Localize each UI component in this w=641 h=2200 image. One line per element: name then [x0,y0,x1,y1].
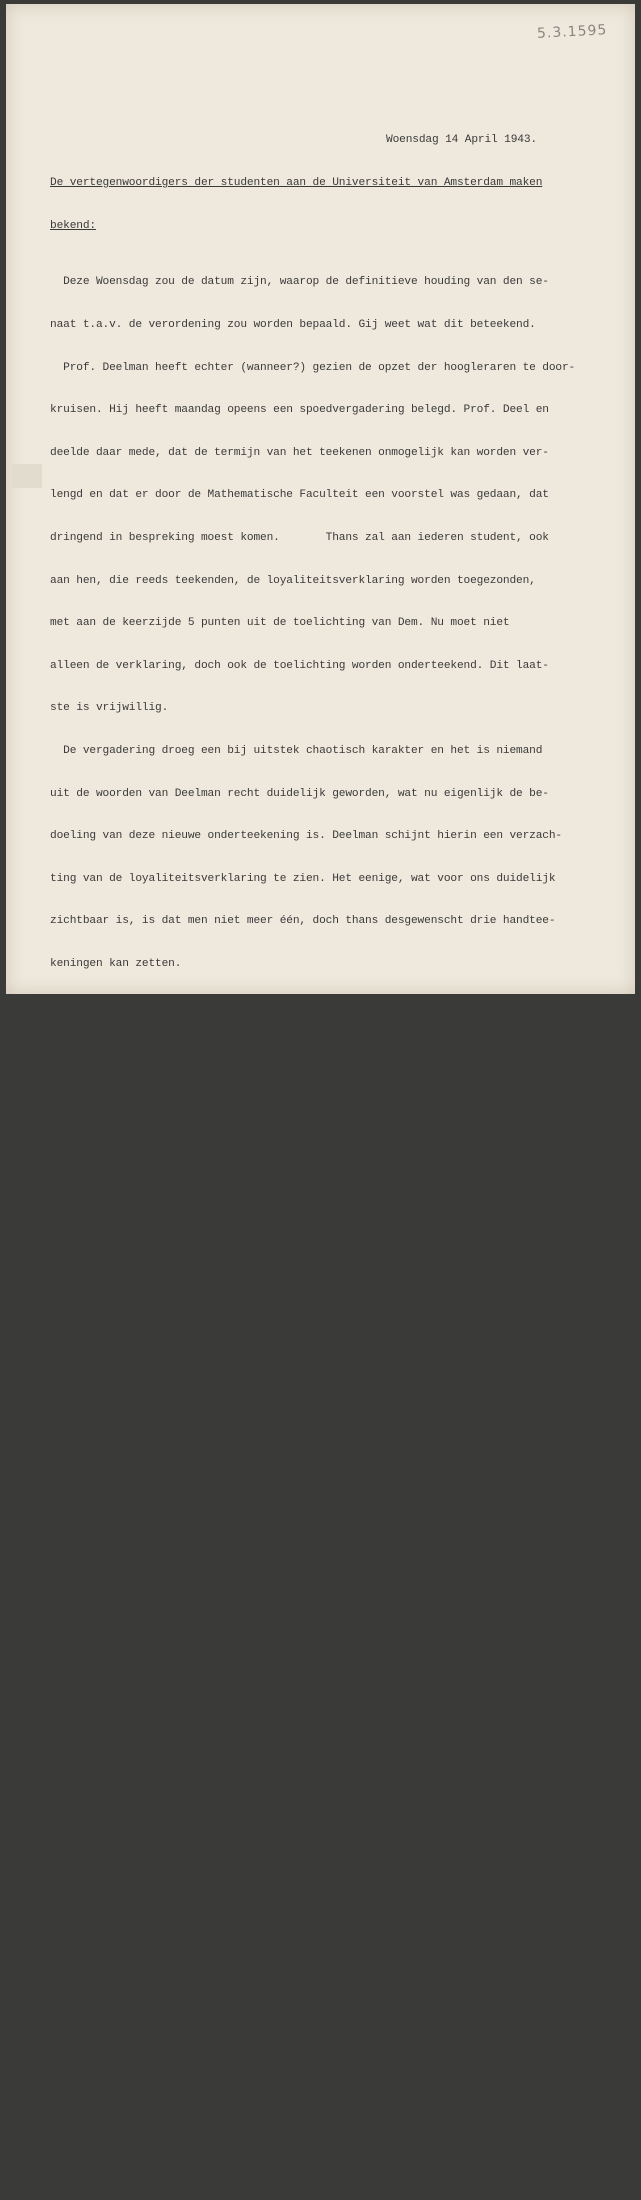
body-line: beginsel weten te verhinderen, dat de meening der groote meerderheid tot haar [50,1298,556,1311]
body-line: recht kwam. [50,1341,123,1354]
body-line: ting van de loyaliteitsverklaring te zien. Het eenige, wat voor ons duidelijk [50,872,556,885]
body-line: Daarom is het van groot belang, dat wij ons volk een voorbeeld geven. Ieder [50,2065,543,2078]
body-line: en dat het volkomen fout is, der studenten een of ander standpunt op te drin- [50,1511,556,1524]
body-line: men ons tot onderteekenen gaan te bewegen. Zij, die teekenden, laten zich [50,1681,530,1694]
body-line: Bovendien moeten uit ons in de toekomst de leidende personen voortkomen. [50,2022,523,2035]
body-line: teerde, dat de heele zaak tot Zaterdag 17 April werd uitgesteld (merkwaardig [50,1128,549,1141]
body-line: Deze meening achten wij geheel juist. Het komt nu op ons zelf aan. De strijd [50,1596,562,1609]
closing-divider: -0-0-0-0-0-0-0-0-0- [300,2158,447,2171]
document-date: Woensdag 14 April 1943. [386,134,537,147]
body-line: Deelman probeert dus, tezamen met van Dam, de studenten alsnog tot de lo- [50,1383,543,1396]
document-page [6,4,635,2171]
body-line: telefoon, en had een lang onderhoud met zijn vriend van Dam, dat hierin resul- [50,1085,562,1098]
body-line: formaliteiten uiterst krap is. De rector magnificus begaf zich hierop naar de [50,1043,556,1056]
spacer [50,2121,630,2129]
body-line: zichtbaar is, is dat men niet meer één, doch thans desgewenscht drie handtee- [50,915,556,928]
body-line: Een der leden van den Senaat merkte op, dat de termijn voor al deze nieuwe [50,1000,549,1013]
archive-number: 5.3.1595 [536,22,608,42]
body-line: De Senaat nam dit alles voor onguerstig op. De rector heeft de zaak geheel [50,1213,549,1226]
body-line: ding kan doorvoeren en zich kan permitteeren dan andere groepen van ons volk. [50,1980,556,1993]
body-line: aan hen, die reeds teekenden, de loyaliteitsverklaring worden toegezonden, [50,574,536,587]
body-line: zich aan bij de "inzet tegen het bolsjewisme". en bij het verwijderen van [50,1894,530,1907]
body-line: kruisen. Hij heeft maandag opeens een spoedvergadering belegd. Prof. Deel en [50,404,549,417]
typed-text [50,105,630,2200]
body-line: moesten wij rekening houden met aanzienlijke moeilijkheden, die ons bij niet- [50,1767,556,1780]
body-line: uit de woorden van Deelman recht duidelijk geworden, wat nu eigenlijk de be- [50,787,549,800]
body-line: met aan de keerzijde 5 punten uit de toelichting van Dem. Nu moet niet [50,617,510,630]
body-line: onderteekening bedreigen. Maar hier staat het volgende tegenover: [50,1809,477,1822]
body-line: Deze Woensdag zou de datum zijn, waarop de definitieve houding van den se- [50,276,549,289]
body-line: is niet afgesloten, wij moeten onverminderd voort, minstens tot Zaterdag zal [50,1639,549,1652]
body-line: keningen kan zetten. [50,957,182,970]
salutation-line-2: bekend: [50,219,96,232]
body-line: 2. De studenten vormen een groep, die gemakkelijker een consequente hou- [50,1937,549,1950]
body-line: yaliteitsverklaring over te halen. De Senaat als geheel is van meening, dat [50,1426,543,1439]
body-line: deelde daar mede, dat de termijn van het teekenen onmogelijk kan worden ver- [50,446,549,459]
body-line: 1. Wie teekent stemt in met de verordening van van Dam c.s., zij sluit [50,1852,536,1865]
body-line: lengd en dat er door de Mathematische Faculteit een voorstel was gedaan, dat [50,489,549,502]
body-line: gen. [50,1554,77,1567]
body-line: Prof. Deelman heeft echter (wanneer?) gezien de opzet der hoogleraren te door- [50,361,576,374]
body-line: professoren en studenten in dezen elk hun eigen verantwoordelijkheid dragen, [50,1469,549,1482]
body-line: ste is vrijwillig. [50,702,169,715]
paper-damage [12,464,42,488]
body-line: naar eigen inzicht beslierd, en volgens de goede grondslagen van het leiders- [50,1256,556,1269]
body-line: De vergadering droeg een bij uitstek chaotisch karakter en het is niemand [50,744,543,757]
body-line: vooral leiden door overwegingen van gemiddelijk materieel gewin. Inderdaad [50,1724,536,1737]
body-line: doeling van deze nieuwe onderteekening is. Deelman schijnt hierin een verzach- [50,830,562,843]
body-line: alleen de verklaring, doch ook de toelichting worden onderteekend. Dit laat- [50,659,549,672]
body-line: dringend in bespreking moest komen. Thans zal aan iederen student, ook [50,531,549,544]
body-line: naat t.a.v. de verordening zou worden bepaald. Gij weet wat dit beteekend. [50,318,536,331]
salutation-line-1: De vertegenwoordigers der studenten aan de Universiteit van Amsterdam maken [50,177,543,189]
body-line: contrast met de mededeeling van den rector aan het begin van de vergadering). [50,1170,556,1183]
